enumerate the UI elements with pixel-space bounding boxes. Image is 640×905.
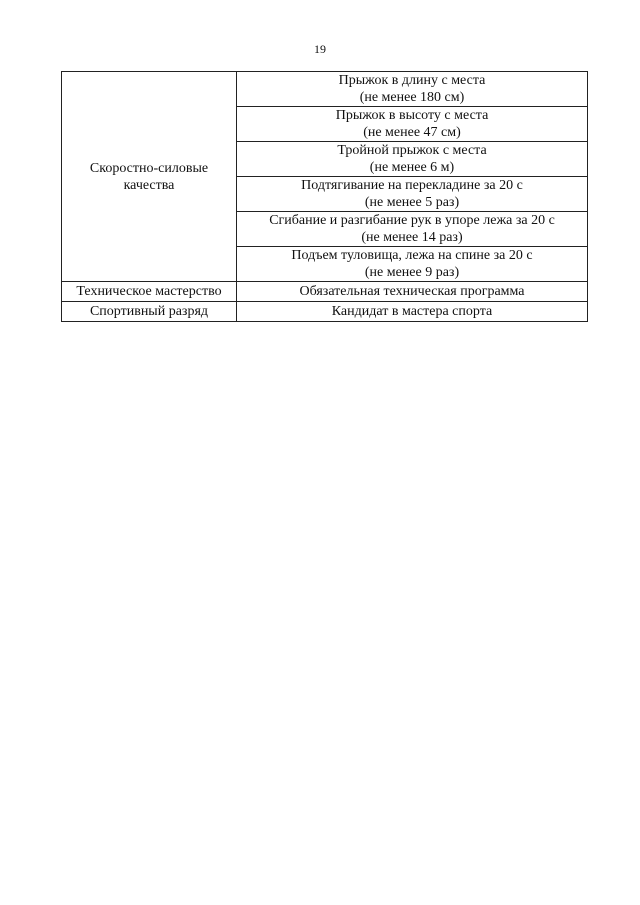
test-name: Сгибание и разгибание рук в упоре лежа за 20 с [269, 213, 555, 228]
test-norm: (не менее 9 раз) [364, 265, 460, 280]
test-cell [237, 107, 588, 142]
test-cell [237, 72, 588, 107]
test-cell [237, 212, 588, 247]
test-name: Тройной прыжок с места [337, 143, 487, 158]
test-name: Подъем туловища, лежа на спине за 20 с [291, 248, 533, 263]
page-number: 19 [314, 42, 326, 56]
test-name: Прыжок в высоту с места [335, 108, 489, 123]
test-cell [237, 142, 588, 177]
technical-label: Техническое мастерство [62, 282, 237, 302]
technical-value: Обязательная техническая программа [237, 282, 588, 302]
test-norm: (не менее 5 раз) [364, 195, 460, 210]
test-norm: (не менее 180 см) [359, 90, 465, 105]
rank-label: Спортивный разряд [62, 302, 237, 322]
table-row [62, 282, 588, 302]
table-row [62, 302, 588, 322]
category-label-line: качества [123, 177, 175, 193]
category-cell [62, 72, 237, 282]
test-norm: (не менее 6 м) [369, 160, 455, 175]
category-label-line: Скоростно-силовые [89, 160, 209, 176]
test-norm: (не менее 14 раз) [361, 230, 463, 245]
norms-table [61, 71, 588, 322]
test-cell [237, 247, 588, 282]
test-name: Прыжок в длину с места [338, 73, 486, 88]
test-cell [237, 177, 588, 212]
table-row [62, 72, 588, 107]
rank-value: Кандидат в мастера спорта [237, 302, 588, 322]
test-name: Подтягивание на перекладине за 20 с [301, 178, 523, 193]
test-norm: (не менее 47 см) [363, 125, 461, 140]
